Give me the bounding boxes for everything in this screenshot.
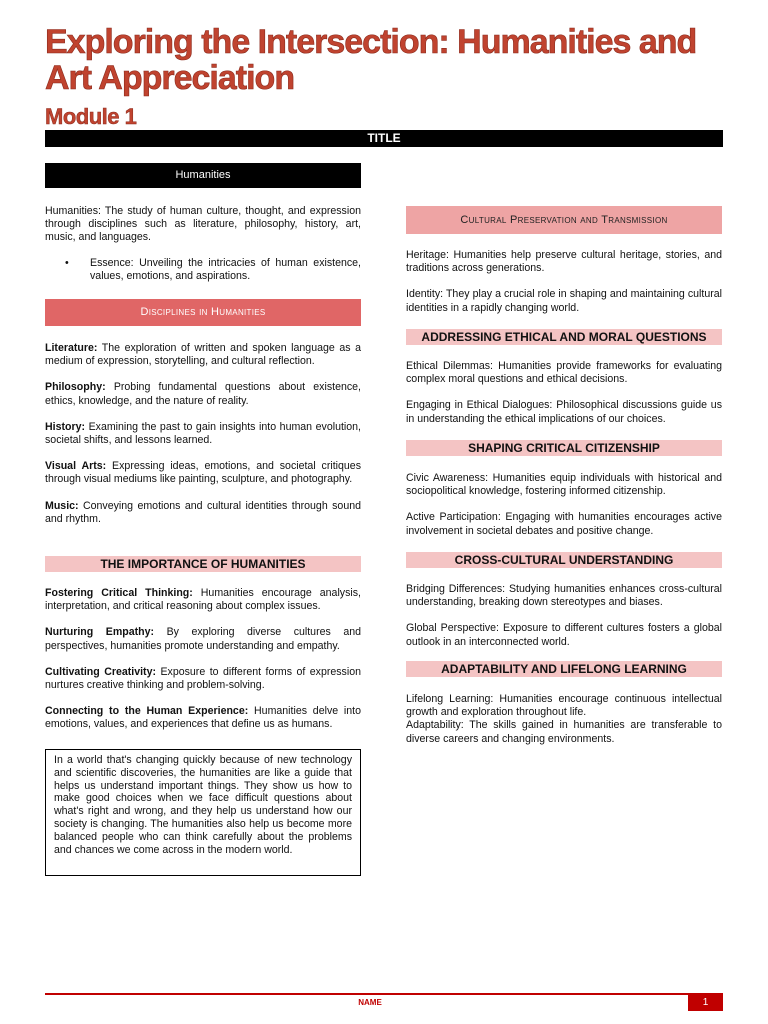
importance-list [45,587,361,732]
module-label: Module 1 [45,104,137,129]
ethical-dilemmas-text: Ethical Dilemmas: Humanities provide frameworks for evaluating complex moral questions and ethical decisions. [406,360,722,386]
document-title: Exploring the Intersection: Humanities and Art Appreciation [45,23,697,97]
bridging-text: Bridging Differences: Studying humanities enhances cross-cultural understanding, breaking down stereotypes and biases. [406,583,722,609]
discipline-item: History: Examining the past to gain insights into human evolution, societal shifts, and lessons learned. [45,420,361,447]
ethics-text [406,360,722,426]
active-participation-text: Active Participation: Engaging with humanities encourages active involvement in societal debates and positive change. [406,511,722,537]
ethical-dialogues-text: Engaging in Ethical Dialogues: Philosophical discussions guide us in understanding the ethical implications of our choices. [406,399,722,425]
title-bar: TITLE [45,130,723,147]
discipline-item: Visual Arts: Expressing ideas, emotions, and societal critiques through visual mediums like painting, sculpture, and photography. [45,460,361,486]
importance-item: Cultivating Creativity: Exposure to different forms of expression nurtures creative thinking and problem-solving. [45,665,361,692]
global-text: Global Perspective: Exposure to different cultures fosters a global outlook in an interconnected world. [406,622,722,648]
crosscultural-heading: CROSS-CULTURAL UNDERSTANDING [406,552,722,568]
disciplines-heading: Disciplines in Humanities [45,299,361,326]
page-number: 1 [688,994,723,1011]
summary-text: In a world that's changing quickly because of new technology and scientific discoveries, the humanities are like a guide that helps us understand important things. They show us how to make good choices when we face difficult questions about what's right and wrong, and they help us understand how our society is changing. The humanities also help us become more balanced people who can think carefully about the problems and chances we come across in the modern world. [54,754,352,856]
preservation-text [406,249,722,315]
adaptability-text: Adaptability: The skills gained in humanities are transferable to diverse careers and changing environments. [406,719,722,745]
disciplines-list [45,342,361,526]
importance-heading: THE IMPORTANCE OF HUMANITIES [45,556,361,572]
citizenship-text [406,472,722,538]
summary-box [45,749,361,876]
discipline-item: Music: Conveying emotions and cultural identities through sound and rhythm. [45,499,361,525]
preservation-heading: Cultural Preservation and Transmission [406,206,722,234]
crosscultural-text [406,583,722,649]
footer-rule [45,993,723,995]
identity-text: Identity: They play a crucial role in shaping and maintaining cultural identities in a rapidly changing world. [406,288,722,314]
heritage-text: Heritage: Humanities help preserve cultural heritage, stories, and traditions across generations. [406,249,722,275]
civic-awareness-text: Civic Awareness: Humanities equip individuals with historical and sociopolitical knowledge, fostering informed citizenship. [406,472,722,498]
footer-name: NAME [358,998,382,1007]
ethics-heading: ADDRESSING ETHICAL AND MORAL QUESTIONS [406,329,722,345]
humanities-intro [45,205,361,245]
discipline-item: Philosophy: Probing fundamental questions about existence, ethics, knowledge, and the nature of reality. [45,381,361,407]
discipline-item: Literature: The exploration of written and spoken language as a medium of expression, storytelling, and cultural reflection. [45,342,361,368]
citizenship-heading: SHAPING CRITICAL CITIZENSHIP [406,440,722,456]
essence-item: • Essence: Unveiling the intricacies of human existence, values, emotions, and aspirations. [45,257,361,283]
importance-item: Connecting to the Human Experience: Humanities delve into emotions, values, and experiences that define us as humans. [45,705,361,731]
importance-item: Nurturing Empathy: By exploring diverse cultures and perspectives, humanities promote understanding and empathy. [45,626,361,652]
humanities-heading: Humanities [45,163,361,188]
essence-list [45,257,361,283]
importance-item: Fostering Critical Thinking: Humanities encourage analysis, interpretation, and critical reasoning about complex issues. [45,587,361,613]
intro-text: Humanities: The study of human culture, thought, and expression through disciplines such as literature, philosophy, history, art, music, and languages. [45,205,361,244]
lifelong-learning-text: Lifelong Learning: Humanities encourage continuous intellectual growth and exploration throughout life. [406,693,722,719]
lifelong-text [406,693,722,746]
lifelong-heading: ADAPTABILITY AND LIFELONG LEARNING [406,661,722,677]
